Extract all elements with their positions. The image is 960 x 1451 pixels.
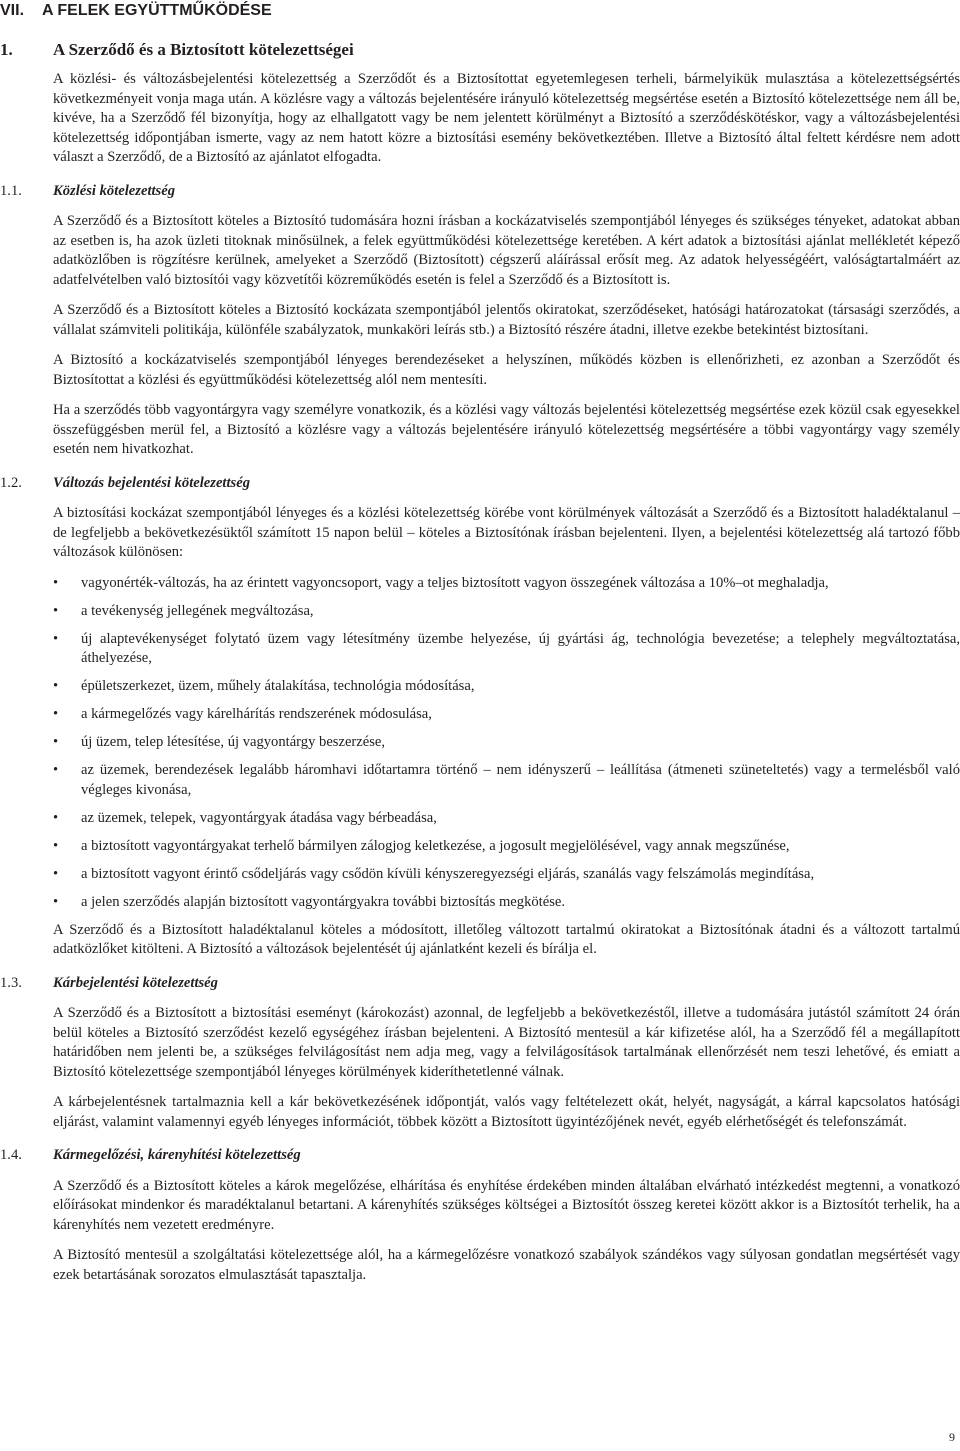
bullet-icon: • (53, 678, 59, 694)
bullet-icon: • (53, 602, 59, 619)
list-item (53, 574, 960, 594)
list-item (53, 705, 960, 725)
bullet-icon: • (53, 865, 59, 882)
page-number: 9 (949, 1430, 955, 1444)
list-item (53, 733, 960, 753)
bullet-icon: • (53, 734, 59, 750)
list-item-text: a biztosított vagyont érintő csődeljárás vagy csődön kívüli kényszeregyezségi eljárás, szanálás vagy felszámolás megindítása, (81, 865, 815, 882)
section-title: A Szerződő és a Biztosított kötelezettségei (53, 40, 354, 59)
bullet-icon: • (53, 893, 59, 910)
subsection-number: 1.1. (0, 182, 22, 199)
paragraph: A Szerződő és a Biztosított köteles a károk megelőzése, elhárítása és enyhítése érdekében minden általában elvárható intézkedést megtenni, a vonatkozó előírásokat mindenkor és maradéktalanul betartani. A kárenyhítés szükséges költségei a Biztosítót összeg keretei között akkor is a Biztosítót terhelik, ha a kárenyhítés nem vezetett eredményre. (53, 1177, 960, 1233)
list-item-text: a tevékenység jellegének megváltozása, (81, 602, 314, 619)
subsection-heading-1-2 (0, 474, 960, 494)
list-item (53, 602, 960, 622)
list-item (53, 837, 960, 857)
list-item (53, 630, 960, 669)
list-item (53, 809, 960, 829)
paragraph: A Szerződő és a Biztosított köteles a Biztosító tudomására hozni írásban a kockázatviselés szempontjából lényeges és szükséges tényeket, adatokat abban az esetben is, ha azok üzleti titoknak minősülnek, a felek együttműködési kötelezettsége keretében. A kért adatok a biztosítási ajánlat mellékletét képező adatközlőben is rögzítésre kerülnek, amelyeket a Szerződő (Biztosított) cégszerű aláírással erősít meg. Az adatok helyességéért, valóságtartalmáért az adatfelvételben való biztosítói vagy közvetítői közreműködés esetén is felel a Szerződő és a Biztosított is. (53, 213, 960, 288)
list-item-text: a jelen szerződés alapján biztosított vagyontárgyakra további biztosítás megkötése. (81, 893, 566, 910)
subsection-number: 1.2. (0, 474, 22, 491)
list-item (53, 677, 960, 697)
paragraph: A Szerződő és a Biztosított köteles a Biztosító kockázata szempontjából jelentős okiratokat, szerződéseket, hatósági határozatokat (társasági szerződés, a vállalat számviteli politikája, különféle szabályzatok, munkaköri leírás stb.) a Biztosító részére átadni, illetve ezekbe betekintést biztosítani. (53, 302, 960, 338)
bullet-icon: • (53, 630, 59, 647)
bullet-icon: • (53, 574, 59, 591)
paragraph: A Biztosító mentesül a szolgáltatási kötelezettsége alól, ha a kármegelőzésre vonatkozó szabályok szándékos vagy súlyosan gondatlan megsértését vagy ezek betartásának sorozatos elmulasztását tapasztalja. (53, 1247, 960, 1283)
list-item-text: az üzemek, telepek, vagyontárgyak átadása vagy bérbeadása, (81, 809, 437, 826)
chapter-title: A FELEK EGYÜTTMŰKÖDÉSE (42, 2, 272, 19)
subsection-heading-1-4 (0, 1146, 960, 1166)
change-list (53, 574, 960, 913)
subsection-heading-1-3 (0, 974, 960, 994)
paragraph: Ha a szerződés több vagyontárgyra vagy személyre vonatkozik, és a közlési vagy változás bejelentési kötelezettség megsértése ezek közül csak egyesekkel összefüggésben merül fel, a Biztosító a közlésre vagy a változás bejelentésére irányuló kötelezettség megsértésére a többi vagyontárgy vagy személy esetén nem hivatkozhat. (53, 402, 960, 457)
bullet-icon: • (53, 809, 59, 826)
subsection-heading-1-1 (0, 182, 960, 202)
intro-paragraph: A közlési- és változásbejelentési kötelezettség a Szerződőt és a Biztosítottat egyetemlegesen terheli, bármelyikük mulasztása a kötelezettségsértés következményeit vonja maga után. A közlésre vagy a változás bejelentésére irányuló kötelezettség megsértése esetén a Biztosító kötelezettsége nem áll be, kivéve, ha a Szerződő fél bizonyítja, hogy az elhallgatott vagy be nem jelentett körülményt a Biztosító a szerződéskötéskor, vagy a változásbejelentési kötelezettség időpontjában ismerte, vagy az nem hatott közre a biztosítási esemény bekövetkeztében. Illetve a Biztosító által feltett kérdésre nem adott választ a Szerződő, de a Biztosító az ajánlatot elfogadta. (53, 71, 960, 165)
subsection-title: Változás bejelentési kötelezettség (53, 474, 250, 491)
bullet-icon: • (53, 762, 59, 778)
list-item-text: új üzem, telep létesítése, új vagyontárgy beszerzése, (81, 734, 386, 750)
list-item-text: a biztosított vagyontárgyakat terhelő bármilyen zálogjog keletkezése, a jogosult megjelölésével, vagy annak megszűnése, (81, 837, 790, 854)
paragraph: A Biztosító a kockázatviselés szempontjából lényeges berendezéseket a helyszínen, működés közben is ellenőrizheti, ez azonban a Szerződőt és Biztosítottat a közlési és együttműködési kötelezettség alól nem mentesíti. (53, 352, 960, 388)
list-item-text: vagyonérték-változás, ha az érintett vagyoncsoport, vagy a teljes biztosított vagyon összegének változása a 10%–ot meghaladja, (81, 574, 829, 591)
list-item-text: a kármegelőzés vagy kárelhárítás rendszerének módosulása, (81, 706, 432, 722)
paragraph: A Szerződő és a Biztosított haladéktalanul köteles a módosított, illetőleg változott tartalmú okiratokat a Biztosítónak átadni és a változott tartalmú adatközlőket kitölteni. A Biztosító a változások bejelentését új ajánlatként kezeli és bírálja el. (53, 921, 960, 957)
bullet-icon: • (53, 837, 59, 854)
list-item-text: épületszerkezet, üzem, műhely átalakítása, technológia módosítása, (81, 678, 475, 694)
list-item (53, 761, 960, 800)
paragraph: A kárbejelentésnek tartalmaznia kell a kár bekövetkezésének időpontját, valós vagy feltételezett okát, helyét, nagyságát, a kárral kapcsolatos hatósági eljárást, valamint valamennyi egyéb lényeges információt, többek között a Biztosított ügyintézőjének nevét, egyéb elérhetőségét és telefonszámát. (53, 1094, 960, 1130)
subsection-number: 1.3. (0, 974, 22, 991)
list-item-text: új alaptevékenységet folytató üzem vagy létesítmény üzembe helyezése, új gyártási ág, technológia bevezetése; a telephely megváltoztatása, áthelyezése, (81, 630, 960, 666)
subsection-number: 1.4. (0, 1147, 22, 1163)
bullet-icon: • (53, 706, 59, 722)
subsection-title: Kármegelőzési, kárenyhítési kötelezettség (53, 1147, 301, 1163)
chapter-number: VII. (0, 2, 25, 19)
chapter-heading (0, 1, 272, 21)
subsection-title: Kárbejelentési kötelezettség (53, 974, 218, 991)
list-item (53, 893, 960, 913)
paragraph: A biztosítási kockázat szempontjából lényeges és a közlési kötelezettség körébe vont körülmények változását a Szerződő és a Biztosított haladéktalanul – de legfeljebb a bekövetkezésüktől számított 15 napon belül – köteles a Biztosítónak írásban bejelenteni. Ilyen, a bejelentési kötelezettség alá tartozó főbb változások különösen: (53, 505, 960, 560)
list-item (53, 865, 960, 885)
document-body (0, 70, 960, 1296)
section-number: 1. (0, 40, 13, 59)
subsection-title: Közlési kötelezettség (53, 182, 176, 199)
list-item-text: az üzemek, berendezések legalább háromhavi időtartamra történő – nem idényszerű – leállítása (átmeneti szüneteltetés) vagy a termelésből való végleges kivonása, (81, 762, 960, 798)
paragraph: A Szerződő és a Biztosított a biztosítási eseményt (károkozást) azonnal, de legfeljebb a bekövetkezéstől, illetve a tudomására jutástól számított 24 órán belül köteles a Biztosító szerződést kezelő egységéhez írásban bejelenteni. A Biztosító mentesül a kár kifizetése alól, ha a Szerződő fél a megállapított határidőben nem jelenti be, a szükséges felvilágosítást nem adja meg, vagy a felvilágosítások tartalmának ellenőrzését nem teszi lehetővé, és emiatt a Biztosító kötelezettsége szempontjából lényeges körülmények kideríthetetlenné válnak. (53, 1005, 960, 1080)
section-heading (0, 40, 354, 60)
